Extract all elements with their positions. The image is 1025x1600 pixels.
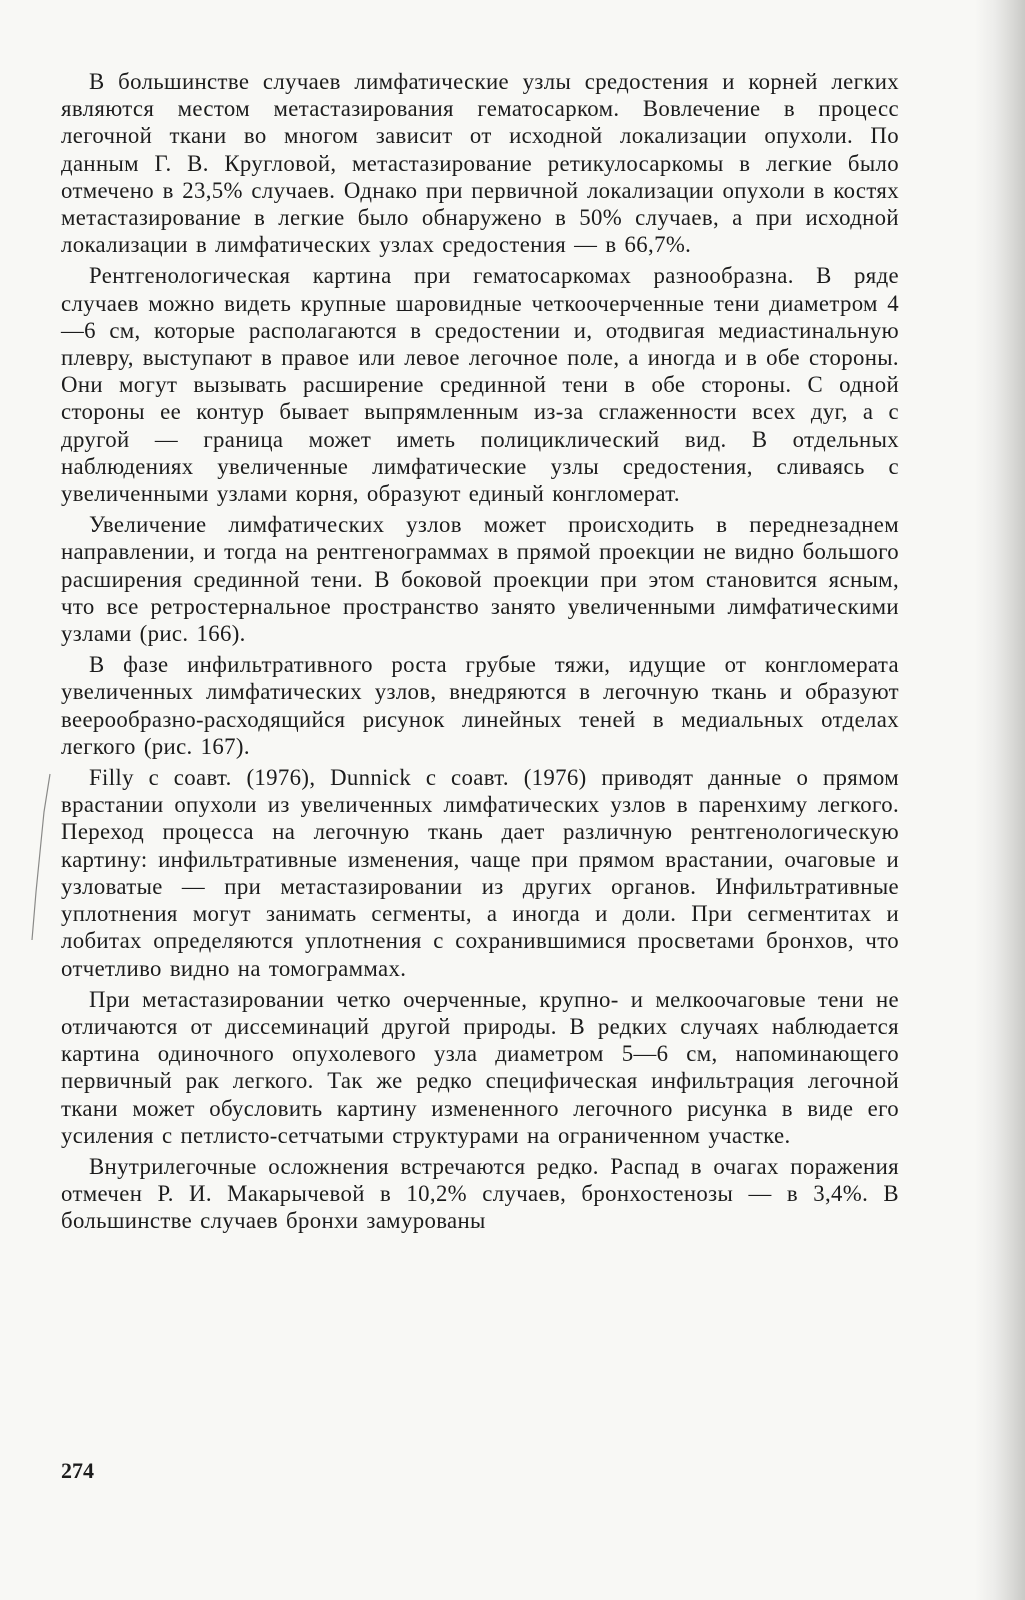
paragraph-3: Увеличение лимфатических узлов может происходить в переднезаднем направлении, и тогда на рентгенограммах в прямой проекции не видно большого расширения срединной тени. В боковой проекции при этом становится ясным, что все ретростернальное пространство занято увеличенными лимфатическими узлами (рис. 166). (61, 512, 899, 647)
paragraph-2: Рентгенологическая картина при гематосаркомах разнообразна. В ряде случаев можно видеть крупные шаровидные четкоочерченные тени диаметром 4—6 см, которые располагаются в средостении и, отодвигая медиастинальную плевру, выступают в правое или левое легочное поле, а иногда и в обе стороны. Они могут вызывать расширение срединной тени в обе стороны. С одной стороны ее контур бывает выпрямленным из-за сглаженности всех дуг, а с другой — граница может иметь полициклический вид. В отдельных наблюдениях увеличенные лимфатические узлы средостения, сливаясь с увеличенными узлами корня, образуют единый конгломерат. (61, 263, 899, 507)
paragraph-1: В большинстве случаев лимфатические узлы средостения и корней легких являются местом метастазирования гематосарком. Вовлечение в процесс легочной ткани во многом зависит от исходной локализации опухоли. По данным Г. В. Кругловой, метастазирование ретикулосаркомы в легкие было отмечено в 23,5% случаев. Однако при первичной локализации опухоли в костях метастазирование в легкие было обнаружено в 50% случаев, а при исходной локализации в лимфатических узлах средостения — в 66,7%. (61, 69, 899, 258)
page-edge-shadow (975, 0, 1025, 1600)
paragraph-5: Filly с соавт. (1976), Dunnick с соавт. (1976) приводят данные о прямом врастании опухоли из увеличенных лимфатических узлов в паренхиму легкого. Переход процесса на легочную ткань дает различную рентгенологическую картину: инфильтративные изменения, чаще при прямом врастании, очаговые и узловатые — при метастазировании из других органов. Инфильтративные уплотнения могут занимать сегменты, а иногда и доли. При сегментитах и лобитах определяются уплотнения с сохранившимися просветами бронхов, что отчетливо видно на томограммах. (61, 765, 899, 981)
page-number: 274 (61, 1458, 94, 1483)
paragraph-7: Внутрилегочные осложнения встречаются редко. Распад в очагах поражения отмечен Р. И. Макарычевой в 10,2% случаев, бронхостенозы — в 3,4%. В большинстве случаев бронхи замурованы (61, 1153, 899, 1234)
paragraph-4: В фазе инфильтративного роста грубые тяжи, идущие от конгломерата увеличенных лимфатических узлов, внедряются в легочную ткань и образуют веерообразно-расходящийся рисунок линейных теней в медиальных отделах легкого (рис. 167). (61, 652, 899, 759)
body-text (61, 68, 899, 1239)
paragraph-6: При метастазировании четко очерченные, крупно- и мелкоочаговые тени не отличаются от диссеминаций другой природы. В редких случаях наблюдается картина одиночного опухолевого узла диаметром 5—6 см, напоминающего первичный рак легкого. Так же редко специфическая инфильтрация легочной ткани может обусловить картину измененного легочного рисунка в виде его усиления с петлисто-сетчатыми структурами на ограниченном участке. (61, 986, 899, 1148)
pencil-margin-mark (28, 772, 58, 942)
